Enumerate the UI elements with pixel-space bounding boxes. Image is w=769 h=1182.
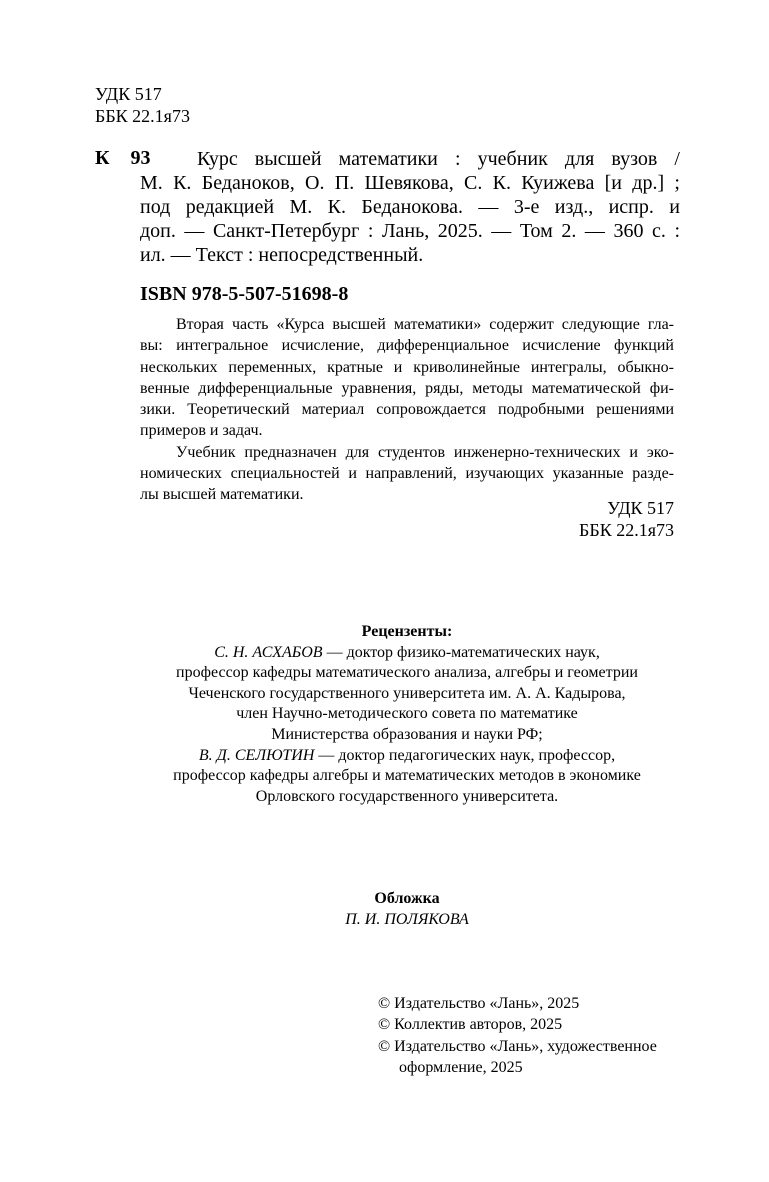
cover-title: Обложка <box>374 890 440 907</box>
bbk-code: ББК 22.1я73 <box>95 106 190 126</box>
copyright-line: оформление, 2025 <box>399 1058 523 1076</box>
cover-credit <box>100 888 714 930</box>
biblio-line: ил. — Текст : непосредственный. <box>140 244 424 266</box>
bbk-code: ББК 22.1я73 <box>579 520 674 540</box>
reviewer-credentials: — доктор физико-математических наук, <box>322 643 600 661</box>
copyright-line: © Издательство «Лань», художественное <box>378 1037 657 1055</box>
reviewer-line: Чеченского государственного университета им. А. А. Кадырова, <box>188 684 626 702</box>
annotation-line: номических специальностей и направлений, изучающих указанные разде- <box>140 465 674 483</box>
reviewer-line: Орловского государственного университета. <box>255 787 559 805</box>
annotation-line: Учебник предназначен для студентов инженерно-технических и эко- <box>176 443 674 461</box>
bibliographic-description <box>140 147 680 267</box>
classification-codes-top <box>95 83 190 127</box>
reviewers-block <box>100 622 714 807</box>
copyright-line: © Издательство «Лань», 2025 <box>378 995 580 1012</box>
udk-code: УДК 517 <box>95 84 162 104</box>
author-mark: К 93 <box>95 147 151 169</box>
reviewer-credentials: — доктор педагогических наук, профессор, <box>314 746 616 764</box>
reviewer-name: С. Н. АСХАБОВ <box>214 643 323 661</box>
copyright-block <box>378 993 657 1078</box>
annotation-line: зики. Теоретический материал сопровождается подробными решениями <box>140 401 674 419</box>
annotation <box>140 314 674 506</box>
cover-designer: П. И. ПОЛЯКОВА <box>345 911 469 928</box>
reviewer-name: В. Д. СЕЛЮТИН <box>198 746 315 764</box>
reviewer-line: профессор кафедры алгебры и математических методов в экономике <box>173 767 641 785</box>
reviewer-line <box>100 643 714 664</box>
reviewer-line: Министерства образования и науки РФ; <box>271 725 543 743</box>
annotation-line: венные дифференциальные уравнения, ряды, методы математической фи- <box>140 379 674 397</box>
reviewer-line: член Научно-методического совета по математике <box>236 705 578 723</box>
annotation-line: примеров и задач. <box>140 422 263 440</box>
annotation-line: нескольких переменных, кратные и криволинейные интегралы, обыкно- <box>140 358 674 376</box>
copyright-line: © Коллектив авторов, 2025 <box>378 1016 563 1034</box>
reviewers-title: Рецензенты: <box>361 623 453 640</box>
classification-codes-bottom <box>400 497 674 541</box>
biblio-line: доп. — Санкт-Петербург : Лань, 2025. — Том 2. — 360 с. : <box>140 220 680 242</box>
annotation-line: лы высшей математики. <box>140 486 304 504</box>
reviewer-line: профессор кафедры математического анализа, алгебры и геометрии <box>176 664 638 682</box>
annotation-line: Вторая часть «Курса высшей математики» содержит следующие гла- <box>176 316 674 333</box>
reviewer-line <box>100 746 714 767</box>
biblio-line: М. К. Беданоков, О. П. Шевякова, С. К. Куижева [и др.] ; <box>140 172 680 194</box>
isbn: ISBN 978-5-507-51698-8 <box>140 283 349 305</box>
udk-code: УДК 517 <box>607 498 674 518</box>
annotation-line: вы: интегральное исчисление, дифференциальное исчисление функций <box>140 337 674 355</box>
biblio-line: под редакцией М. К. Беданокова. — 3-е изд., испр. и <box>140 196 680 218</box>
biblio-line: Курс высшей математики : учебник для вузов / <box>197 148 680 170</box>
